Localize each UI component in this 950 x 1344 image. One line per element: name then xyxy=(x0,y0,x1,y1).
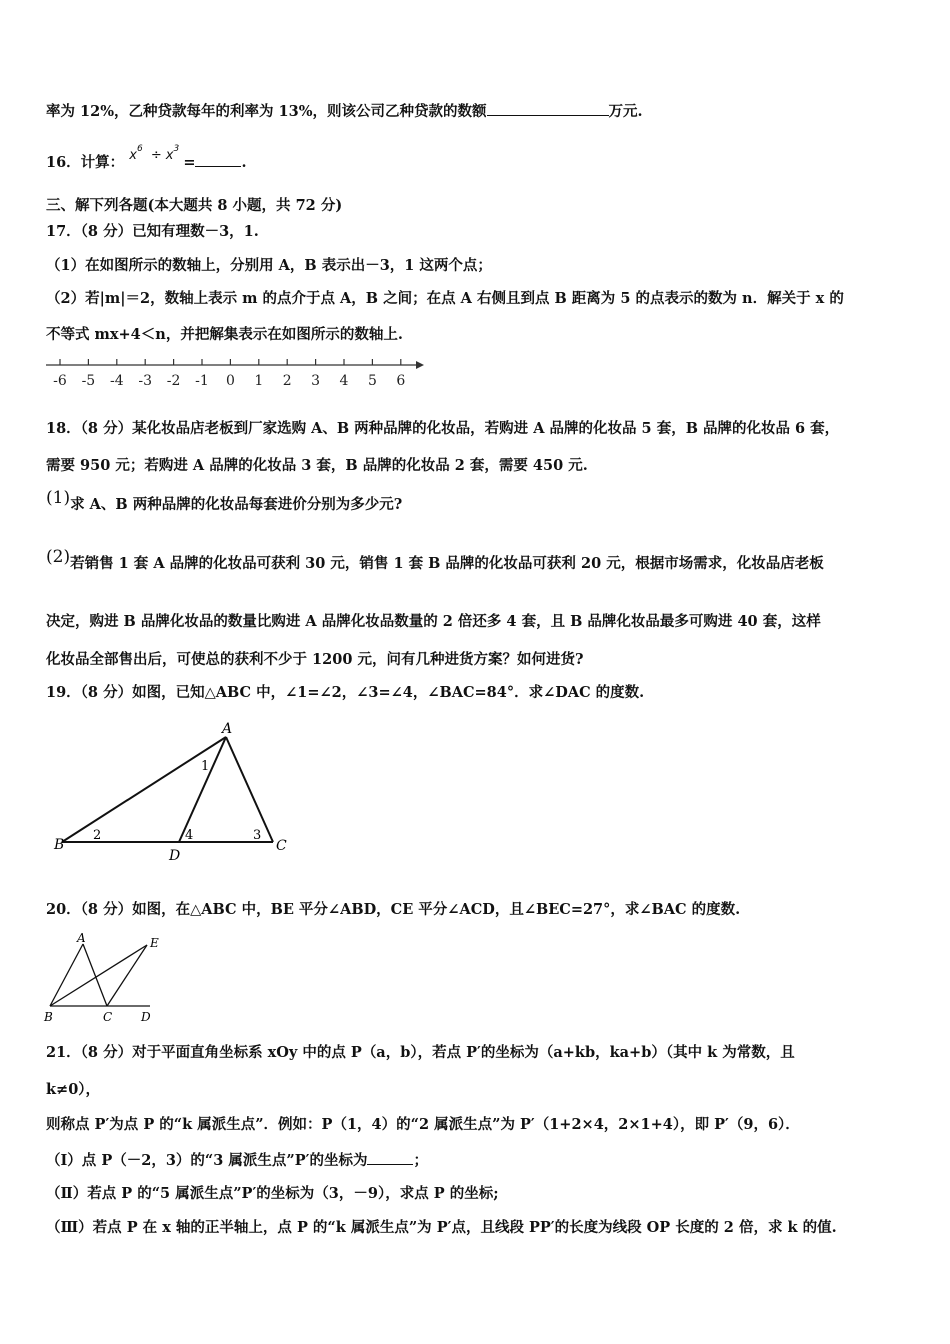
vertex-E: E xyxy=(150,936,159,950)
q15-tail xyxy=(46,101,643,122)
q19-triangle-figure xyxy=(40,715,310,865)
number-line-tick-label: 5 xyxy=(367,373,377,389)
q21-line1: 21．（8 分）对于平面直角坐标系 xOy 中的点 P（a，b），若点 P′的坐标为（a+kb，ka+b）（其中 k 为常数，且 xyxy=(46,1044,795,1061)
vertex-C: C xyxy=(276,838,287,854)
segment-BE xyxy=(50,945,147,1006)
vertex-C: C xyxy=(103,1010,113,1024)
vertex-D: D xyxy=(141,1010,151,1024)
q21-part1-answer-blank[interactable] xyxy=(367,1150,413,1165)
q17-part2-line1: （2）若|m|＝2，数轴上表示 m 的点介于点 A，B 之间；在点 A 右侧且到点 B 距离为 5 的点表示的数为 n．解关于 x 的 xyxy=(46,290,844,307)
q19-stem: 19．（8 分）如图，已知△ABC 中，∠1=∠2，∠3=∠4，∠BAC=84°．求∠DAC 的度数. xyxy=(46,684,645,701)
number-line-tick-label: -3 xyxy=(138,373,153,389)
number-line-arrow xyxy=(416,361,424,369)
q17-part1: （1）在如图所示的数轴上，分别用 A，B 表示出－3，1 这两个点； xyxy=(46,257,492,274)
section-3-title: 三、解下列各题(本大题共 8 小题，共 72 分) xyxy=(46,197,343,214)
angle-label-3: 3 xyxy=(253,828,262,843)
vertex-B: B xyxy=(54,837,65,853)
q18-part2-line1: 若销售 1 套 A 品牌的化妆品可获利 30 元，销售 1 套 B 品牌的化妆品可获利 20 元，根据市场需求，化妆品店老板 xyxy=(70,555,824,572)
vertex-A: A xyxy=(222,721,233,737)
q16 xyxy=(46,144,247,174)
q21-part2: （Ⅱ）若点 P 的“5 属派生点”P′的坐标为（3，－9），求点 P 的坐标; xyxy=(46,1185,499,1202)
vertex-A: A xyxy=(77,931,86,945)
q16-answer-blank[interactable] xyxy=(195,152,241,167)
number-line xyxy=(40,356,430,396)
q21-part3: （Ⅲ）若点 P 在 x 轴的正半轴上，点 P 的“k 属派生点”为 P′点，且线段 PP′的长度为线段 OP 长度的 2 倍，求 k 的值. xyxy=(46,1219,837,1236)
q17-part2-line2: 不等式 mx+4＜n，并把解集表示在如图所示的数轴上. xyxy=(46,326,403,343)
number-line-tick-label: 6 xyxy=(396,373,406,389)
q18-line2: 需要 950 元；若购进 A 品牌的化妆品 3 套，B 品牌的化妆品 2 套，需要 450 元. xyxy=(46,457,588,474)
q18-part2-number: (2) xyxy=(46,547,71,567)
vertex-B: B xyxy=(44,1010,53,1024)
q21-part1-text: （Ⅰ）点 P（－2，3）的“3 属派生点”P′的坐标为 xyxy=(46,1152,368,1169)
q18-part2 xyxy=(46,547,824,574)
number-line-tick-label: 0 xyxy=(225,373,235,389)
angle-label-4: 4 xyxy=(185,828,194,843)
q15-text: 率为 12%，乙种贷款每年的利率为 13%，则该公司乙种贷款的数额 xyxy=(46,103,487,120)
q18-part2-line2: 决定，购进 B 品牌化妆品的数量比购进 A 品牌化妆品数量的 2 倍还多 4 套，且 B 品牌化妆品最多可购进 40 套，这样 xyxy=(46,613,821,630)
number-line-tick-label: -1 xyxy=(195,373,209,389)
segment-AC xyxy=(83,944,107,1006)
q16-label: 16．计算： xyxy=(46,154,125,171)
q16-equals: = xyxy=(183,154,196,171)
q21-part1: （Ⅰ）点 P（－2，3）的“3 属派生点”P′的坐标为 ； xyxy=(46,1152,428,1169)
number-line-tick-label: 4 xyxy=(339,373,349,389)
number-line-tick-label: 3 xyxy=(311,373,321,389)
q15-unit: 万元. xyxy=(608,103,643,120)
segment-AC xyxy=(226,737,273,842)
q21-line3: 则称点 P′为点 P 的“k 属派生点”．例如：P（1，4）的“2 属派生点”为 P′（1+2×4，2×1+4），即 P′（9，6）． xyxy=(46,1116,800,1133)
q18-part2-line3: 化妆品全部售出后，可使总的获利不少于 1200 元，问有几种进货方案？如何进货? xyxy=(46,651,584,668)
q16-formula: $x^6 \div x^3$ xyxy=(129,144,180,163)
q17-stem: 17．（8 分）已知有理数－3，1. xyxy=(46,223,259,240)
vertex-D: D xyxy=(169,848,181,864)
q18-part1-text: 求 A、B 两种品牌的化妆品每套进价分别为多少元? xyxy=(70,496,403,513)
segment-CE xyxy=(107,945,147,1006)
q15-answer-blank[interactable] xyxy=(487,101,609,116)
q18-part1 xyxy=(46,488,403,515)
segment-BA xyxy=(50,944,83,1006)
number-line-tick-label: -2 xyxy=(166,373,181,389)
number-line-tick-label: -6 xyxy=(53,373,67,389)
number-line-tick-label: -5 xyxy=(81,373,96,389)
segment-BA xyxy=(62,737,226,842)
q18-line1: 18．（8 分）某化妆品店老板到厂家选购 A、B 两种品牌的化妆品，若购进 A 品牌的化妆品 5 套，B 品牌的化妆品 6 套， xyxy=(46,420,840,437)
angle-label-2: 2 xyxy=(93,828,102,843)
q20-triangle-figure xyxy=(40,928,170,1026)
number-line-tick-label: -4 xyxy=(109,373,124,389)
q18-part1-number: (1) xyxy=(46,488,71,508)
q21-line2: k≠0）， xyxy=(46,1081,101,1098)
angle-label-1: 1 xyxy=(201,759,210,774)
number-line-tick-label: 2 xyxy=(282,373,292,389)
q16-end: . xyxy=(241,154,247,171)
q20-stem: 20．（8 分）如图，在△ABC 中，BE 平分∠ABD，CE 平分∠ACD，且∠BEC=27°，求∠BAC 的度数. xyxy=(46,901,741,918)
number-line-tick-label: 1 xyxy=(254,373,264,389)
